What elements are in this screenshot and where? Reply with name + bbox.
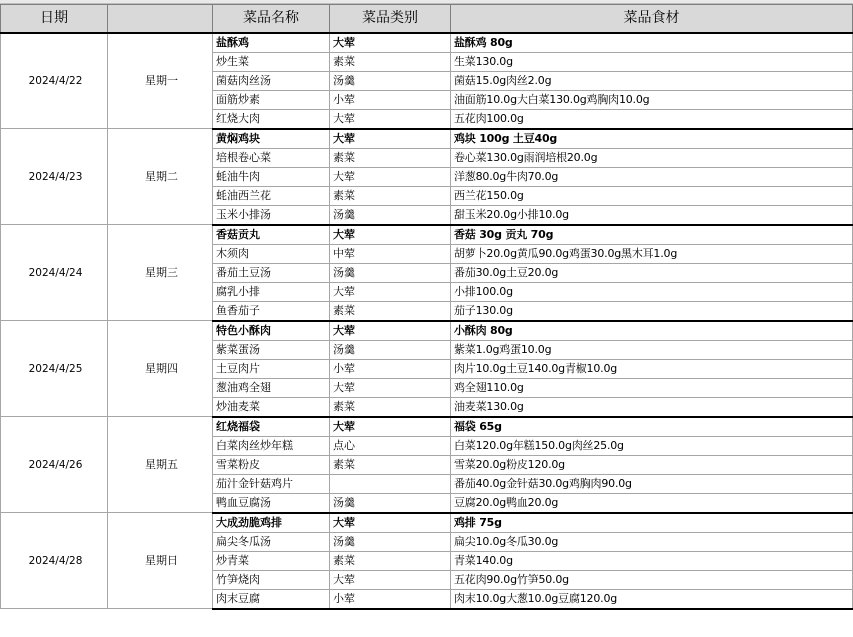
dish-category-cell[interactable]: 小荤 — [330, 589, 451, 609]
dish-name-cell[interactable]: 面筋炒素 — [213, 90, 330, 109]
dish-ingredients-cell[interactable]: 盐酥鸡 80g — [451, 33, 853, 53]
dish-name-cell[interactable]: 大成劲脆鸡排 — [213, 513, 330, 533]
weekday-cell[interactable]: 星期三 — [108, 225, 213, 321]
dish-category-cell[interactable]: 大荤 — [330, 33, 451, 53]
table-row — [1, 129, 853, 149]
dish-category-cell[interactable]: 点心 — [330, 436, 451, 455]
dish-name-cell[interactable]: 茄汁金针菇鸡片 — [213, 474, 330, 493]
dish-ingredients-cell[interactable]: 菌菇15.0g肉丝2.0g — [451, 71, 853, 90]
date-cell[interactable]: 2024/4/22 — [1, 33, 108, 129]
table-row — [1, 417, 853, 437]
dish-ingredients-cell[interactable]: 番茄30.0g土豆20.0g — [451, 263, 853, 282]
dish-name-cell[interactable]: 扁尖冬瓜汤 — [213, 532, 330, 551]
dish-category-cell[interactable]: 大荤 — [330, 167, 451, 186]
header-dish-ingredients[interactable]: 菜品食材 — [451, 5, 853, 33]
dish-category-cell[interactable]: 大荤 — [330, 109, 451, 129]
header-dish-category[interactable]: 菜品类别 — [330, 5, 451, 33]
dish-ingredients-cell[interactable]: 小排100.0g — [451, 282, 853, 301]
dish-category-cell[interactable]: 素菜 — [330, 551, 451, 570]
dish-name-cell[interactable]: 肉末豆腐 — [213, 589, 330, 609]
dish-category-cell[interactable]: 素菜 — [330, 301, 451, 321]
date-cell[interactable]: 2024/4/24 — [1, 225, 108, 321]
dish-name-cell[interactable]: 红烧福袋 — [213, 417, 330, 437]
dish-category-cell[interactable]: 大荤 — [330, 321, 451, 341]
dish-category-cell[interactable]: 大荤 — [330, 129, 451, 149]
dish-ingredients-cell[interactable]: 甜玉米20.0g小排10.0g — [451, 205, 853, 225]
date-cell[interactable]: 2024/4/28 — [1, 513, 108, 609]
dish-ingredients-cell[interactable]: 油麦菜130.0g — [451, 397, 853, 417]
dish-name-cell[interactable]: 竹笋烧肉 — [213, 570, 330, 589]
dish-name-cell[interactable]: 黄焖鸡块 — [213, 129, 330, 149]
dish-name-cell[interactable]: 土豆肉片 — [213, 359, 330, 378]
dish-category-cell[interactable]: 大荤 — [330, 282, 451, 301]
dish-ingredients-cell[interactable]: 肉片10.0g土豆140.0g青椒10.0g — [451, 359, 853, 378]
dish-ingredients-cell[interactable]: 紫菜1.0g鸡蛋10.0g — [451, 340, 853, 359]
header-row — [1, 5, 853, 33]
dish-category-cell[interactable]: 中荤 — [330, 244, 451, 263]
dish-ingredients-cell[interactable]: 肉末10.0g大葱10.0g豆腐120.0g — [451, 589, 853, 609]
dish-name-cell[interactable]: 盐酥鸡 — [213, 33, 330, 53]
header-weekday[interactable] — [108, 5, 213, 33]
dish-name-cell[interactable]: 炒生菜 — [213, 52, 330, 71]
dish-ingredients-cell[interactable]: 香菇 30g 贡丸 70g — [451, 225, 853, 245]
dish-name-cell[interactable]: 蚝油西兰花 — [213, 186, 330, 205]
dish-ingredients-cell[interactable]: 番茄40.0g金针菇30.0g鸡胸肉90.0g — [451, 474, 853, 493]
dish-category-cell[interactable]: 大荤 — [330, 225, 451, 245]
dish-name-cell[interactable]: 鸭血豆腐汤 — [213, 493, 330, 513]
dish-ingredients-cell[interactable]: 豆腐20.0g鸭血20.0g — [451, 493, 853, 513]
dish-category-cell[interactable]: 汤羹 — [330, 205, 451, 225]
weekday-cell[interactable]: 星期二 — [108, 129, 213, 225]
weekday-cell[interactable]: 星期日 — [108, 513, 213, 609]
dish-category-cell[interactable]: 素菜 — [330, 52, 451, 71]
dish-name-cell[interactable]: 番茄土豆汤 — [213, 263, 330, 282]
dish-category-cell[interactable] — [330, 474, 451, 493]
dish-category-cell[interactable]: 汤羹 — [330, 532, 451, 551]
dish-name-cell[interactable]: 葱油鸡全翅 — [213, 378, 330, 397]
dish-ingredients-cell[interactable]: 生菜130.0g — [451, 52, 853, 71]
dish-ingredients-cell[interactable]: 青菜140.0g — [451, 551, 853, 570]
dish-name-cell[interactable]: 紫菜蛋汤 — [213, 340, 330, 359]
dish-category-cell[interactable]: 大荤 — [330, 417, 451, 437]
dish-ingredients-cell[interactable]: 洋葱80.0g牛肉70.0g — [451, 167, 853, 186]
dish-category-cell[interactable]: 大荤 — [330, 378, 451, 397]
table-row — [1, 225, 853, 245]
date-cell[interactable]: 2024/4/25 — [1, 321, 108, 417]
dish-ingredients-cell[interactable]: 鸡排 75g — [451, 513, 853, 533]
table-row — [1, 33, 853, 53]
dish-name-cell[interactable]: 菌菇肉丝汤 — [213, 71, 330, 90]
dish-name-cell[interactable]: 蚝油牛肉 — [213, 167, 330, 186]
dish-name-cell[interactable]: 腐乳小排 — [213, 282, 330, 301]
dish-ingredients-cell[interactable]: 五花肉90.0g竹笋50.0g — [451, 570, 853, 589]
dish-category-cell[interactable]: 素菜 — [330, 397, 451, 417]
table-row — [1, 513, 853, 533]
dish-name-cell[interactable]: 玉米小排汤 — [213, 205, 330, 225]
dish-category-cell[interactable]: 汤羹 — [330, 340, 451, 359]
header-date[interactable]: 日期 — [1, 5, 108, 33]
menu-table — [0, 4, 853, 610]
dish-ingredients-cell[interactable]: 福袋 65g — [451, 417, 853, 437]
dish-name-cell[interactable]: 炒油麦菜 — [213, 397, 330, 417]
dish-ingredients-cell[interactable]: 油面筋10.0g大白菜130.0g鸡胸肉10.0g — [451, 90, 853, 109]
dish-ingredients-cell[interactable]: 白菜120.0g年糕150.0g肉丝25.0g — [451, 436, 853, 455]
dish-ingredients-cell[interactable]: 小酥肉 80g — [451, 321, 853, 341]
dish-category-cell[interactable]: 大荤 — [330, 513, 451, 533]
dish-ingredients-cell[interactable]: 鸡块 100g 土豆40g — [451, 129, 853, 149]
dish-category-cell[interactable]: 汤羹 — [330, 71, 451, 90]
dish-name-cell[interactable]: 培根卷心菜 — [213, 148, 330, 167]
dish-category-cell[interactable]: 汤羹 — [330, 263, 451, 282]
weekday-cell[interactable]: 星期四 — [108, 321, 213, 417]
dish-ingredients-cell[interactable]: 五花肉100.0g — [451, 109, 853, 129]
dish-name-cell[interactable]: 木须肉 — [213, 244, 330, 263]
dish-category-cell[interactable]: 素菜 — [330, 455, 451, 474]
menu-body — [1, 33, 853, 609]
dish-name-cell[interactable]: 白菜肉丝炒年糕 — [213, 436, 330, 455]
date-cell[interactable]: 2024/4/26 — [1, 417, 108, 513]
dish-category-cell[interactable]: 素菜 — [330, 148, 451, 167]
dish-category-cell[interactable]: 素菜 — [330, 186, 451, 205]
dish-ingredients-cell[interactable]: 胡萝卜20.0g黄瓜90.0g鸡蛋30.0g黑木耳1.0g — [451, 244, 853, 263]
dish-ingredients-cell[interactable]: 鸡全翅110.0g — [451, 378, 853, 397]
weekday-cell[interactable]: 星期一 — [108, 33, 213, 129]
dish-category-cell[interactable]: 小荤 — [330, 359, 451, 378]
dish-name-cell[interactable]: 炒青菜 — [213, 551, 330, 570]
dish-ingredients-cell[interactable]: 扁尖10.0g冬瓜30.0g — [451, 532, 853, 551]
dish-ingredients-cell[interactable]: 雪菜20.0g粉皮120.0g — [451, 455, 853, 474]
header-dish-name[interactable]: 菜品名称 — [213, 5, 330, 33]
dish-ingredients-cell[interactable]: 卷心菜130.0g雨润培根20.0g — [451, 148, 853, 167]
dish-name-cell[interactable]: 鱼香茄子 — [213, 301, 330, 321]
dish-name-cell[interactable]: 香菇贡丸 — [213, 225, 330, 245]
weekday-cell[interactable]: 星期五 — [108, 417, 213, 513]
date-cell[interactable]: 2024/4/23 — [1, 129, 108, 225]
dish-ingredients-cell[interactable]: 茄子130.0g — [451, 301, 853, 321]
dish-category-cell[interactable]: 汤羹 — [330, 493, 451, 513]
dish-name-cell[interactable]: 雪菜粉皮 — [213, 455, 330, 474]
table-row — [1, 321, 853, 341]
dish-name-cell[interactable]: 特色小酥肉 — [213, 321, 330, 341]
dish-category-cell[interactable]: 大荤 — [330, 570, 451, 589]
dish-name-cell[interactable]: 红烧大肉 — [213, 109, 330, 129]
dish-ingredients-cell[interactable]: 西兰花150.0g — [451, 186, 853, 205]
dish-category-cell[interactable]: 小荤 — [330, 90, 451, 109]
